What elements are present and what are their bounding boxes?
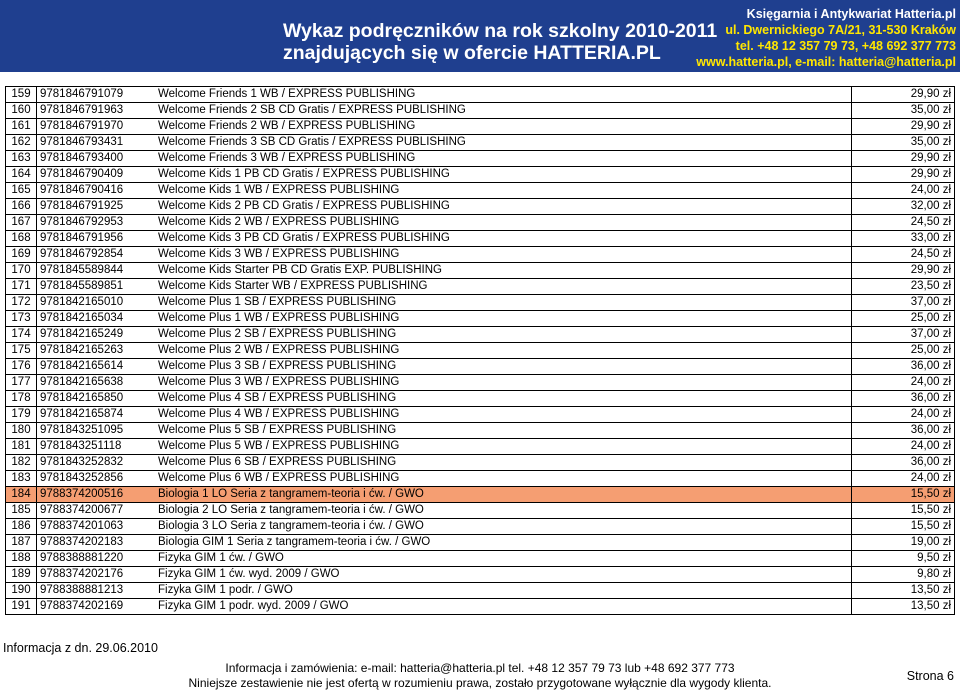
row-number: 183 [6,471,37,487]
row-isbn: 9788374200677 [37,503,156,519]
row-title: Welcome Plus 2 SB / EXPRESS PUBLISHING [155,327,852,343]
row-price: 29,90 zł [852,87,955,103]
row-isbn: 9781846793400 [37,151,156,167]
row-number: 161 [6,119,37,135]
row-isbn: 9781842165249 [37,327,156,343]
document-title [283,20,717,64]
row-isbn: 9781843252856 [37,471,156,487]
row-title: Welcome Plus 1 SB / EXPRESS PUBLISHING [155,295,852,311]
row-number: 186 [6,519,37,535]
row-price: 37,00 zł [852,327,955,343]
row-title: Welcome Friends 1 WB / EXPRESS PUBLISHING [155,87,852,103]
shop-info [696,6,956,70]
row-title: Biologia 1 LO Seria z tangramem-teoria i ćw. / GWO [155,487,852,503]
row-title: Welcome Kids 1 PB CD Gratis / EXPRESS PUBLISHING [155,167,852,183]
row-isbn: 9781846791925 [37,199,156,215]
row-price: 23,50 zł [852,279,955,295]
row-isbn: 9788374200516 [37,487,156,503]
row-number: 172 [6,295,37,311]
page-number: Strona 6 [906,669,954,683]
row-number: 168 [6,231,37,247]
row-number: 190 [6,583,37,599]
row-price: 36,00 zł [852,359,955,375]
row-title: Welcome Plus 6 WB / EXPRESS PUBLISHING [155,471,852,487]
row-number: 189 [6,567,37,583]
row-price: 9,80 zł [852,567,955,583]
row-number: 165 [6,183,37,199]
row-isbn: 9781842165850 [37,391,156,407]
row-number: 184 [6,487,37,503]
table-row [6,183,955,199]
row-price: 13,50 zł [852,599,955,615]
row-number: 159 [6,87,37,103]
table-row [6,551,955,567]
row-title: Biologia GIM 1 Seria z tangramem-teoria i ćw. / GWO [155,535,852,551]
row-isbn: 9781842165638 [37,375,156,391]
row-title: Welcome Plus 5 WB / EXPRESS PUBLISHING [155,439,852,455]
row-price: 13,50 zł [852,583,955,599]
row-price: 29,90 zł [852,119,955,135]
row-price: 25,00 zł [852,311,955,327]
table-row [6,471,955,487]
table-row [6,167,955,183]
row-number: 164 [6,167,37,183]
row-isbn: 9781842165263 [37,343,156,359]
row-price: 29,90 zł [852,263,955,279]
row-price: 35,00 zł [852,135,955,151]
row-number: 170 [6,263,37,279]
row-number: 174 [6,327,37,343]
row-isbn: 9788374201063 [37,519,156,535]
row-price: 24,00 zł [852,407,955,423]
table-row [6,87,955,103]
row-isbn: 9788374202169 [37,599,156,615]
table-row [6,215,955,231]
page-header [0,0,960,72]
row-title: Fizyka GIM 1 podr. / GWO [155,583,852,599]
row-isbn: 9788374202176 [37,567,156,583]
title-line-1: Wykaz podręczników na rok szkolny 2010-2011 [283,20,718,42]
row-price: 32,00 zł [852,199,955,215]
row-title: Welcome Plus 3 SB / EXPRESS PUBLISHING [155,359,852,375]
row-price: 24,00 zł [852,471,955,487]
row-isbn: 9781842165034 [37,311,156,327]
row-number: 160 [6,103,37,119]
row-title: Welcome Friends 3 WB / EXPRESS PUBLISHING [155,151,852,167]
row-isbn: 9781843251118 [37,439,156,455]
row-price: 29,90 zł [852,151,955,167]
shop-web: www.hatteria.pl, e-mail: hatteria@hatteria.pl [696,55,956,69]
row-title: Welcome Plus 1 WB / EXPRESS PUBLISHING [155,311,852,327]
row-price: 24,00 zł [852,439,955,455]
row-title: Welcome Friends 3 SB CD Gratis / EXPRESS PUBLISHING [155,135,852,151]
table-row [6,423,955,439]
row-title: Welcome Kids 2 PB CD Gratis / EXPRESS PUBLISHING [155,199,852,215]
footer-date: Informacja z dn. 29.06.2010 [3,641,158,655]
row-number: 187 [6,535,37,551]
table-row [6,103,955,119]
row-isbn: 9781846792854 [37,247,156,263]
row-title: Welcome Kids Starter PB CD Gratis EXP. PUBLISHING [155,263,852,279]
row-price: 25,00 zł [852,343,955,359]
row-number: 167 [6,215,37,231]
row-price: 29,90 zł [852,167,955,183]
row-number: 179 [6,407,37,423]
table-row [6,263,955,279]
row-number: 175 [6,343,37,359]
row-isbn: 9781846791963 [37,103,156,119]
row-price: 15,50 zł [852,503,955,519]
row-price: 24,00 zł [852,183,955,199]
row-number: 188 [6,551,37,567]
table-row [6,439,955,455]
row-title: Fizyka GIM 1 ćw. / GWO [155,551,852,567]
book-table [5,86,955,615]
table-row [6,135,955,151]
row-price: 19,00 zł [852,535,955,551]
row-number: 182 [6,455,37,471]
table-row [6,231,955,247]
row-isbn: 9781846791079 [37,87,156,103]
row-isbn: 9781846791956 [37,231,156,247]
row-isbn: 9781846793431 [37,135,156,151]
row-number: 191 [6,599,37,615]
row-title: Biologia 3 LO Seria z tangramem-teoria i ćw. / GWO [155,519,852,535]
table-row [6,583,955,599]
row-title: Fizyka GIM 1 ćw. wyd. 2009 / GWO [155,567,852,583]
row-number: 177 [6,375,37,391]
table-row [6,599,955,615]
footer-contact: Informacja i zamówienia: e-mail: hatteria@hatteria.pl tel. +48 12 357 79 73 lub +48 692 377 773 [225,661,735,675]
row-title: Welcome Plus 6 SB / EXPRESS PUBLISHING [155,455,852,471]
book-table-body [6,87,955,615]
table-row [6,119,955,135]
table-row [6,151,955,167]
row-price: 15,50 zł [852,519,955,535]
row-price: 24,00 zł [852,375,955,391]
row-price: 15,50 zł [852,487,955,503]
table-row [6,567,955,583]
row-price: 9,50 zł [852,551,955,567]
row-title: Welcome Plus 5 SB / EXPRESS PUBLISHING [155,423,852,439]
row-isbn: 9781846792953 [37,215,156,231]
title-line-2: znajdujących się w ofercie HATTERIA.PL [283,42,661,64]
row-price: 37,00 zł [852,295,955,311]
row-title: Welcome Plus 2 WB / EXPRESS PUBLISHING [155,343,852,359]
table-row [6,519,955,535]
table-row [6,327,955,343]
table-row [6,279,955,295]
row-title: Welcome Kids 1 WB / EXPRESS PUBLISHING [155,183,852,199]
table-row [6,455,955,471]
row-isbn: 9781845589844 [37,263,156,279]
row-isbn: 9781846790409 [37,167,156,183]
row-title: Welcome Friends 2 SB CD Gratis / EXPRESS PUBLISHING [155,103,852,119]
row-number: 163 [6,151,37,167]
row-number: 180 [6,423,37,439]
row-title: Welcome Kids 2 WB / EXPRESS PUBLISHING [155,215,852,231]
row-title: Welcome Plus 3 WB / EXPRESS PUBLISHING [155,375,852,391]
table-row [6,375,955,391]
footer-info [170,661,790,691]
table-row [6,247,955,263]
row-number: 178 [6,391,37,407]
row-number: 176 [6,359,37,375]
row-isbn: 9781842165010 [37,295,156,311]
row-title: Welcome Kids 3 PB CD Gratis / EXPRESS PUBLISHING [155,231,852,247]
row-price: 33,00 zł [852,231,955,247]
table-row [6,199,955,215]
row-isbn: 9788388881213 [37,583,156,599]
row-title: Welcome Friends 2 WB / EXPRESS PUBLISHING [155,119,852,135]
row-price: 36,00 zł [852,423,955,439]
row-price: 35,00 zł [852,103,955,119]
table-row [6,311,955,327]
table-row [6,343,955,359]
row-isbn: 9781843251095 [37,423,156,439]
shop-phone: tel. +48 12 357 79 73, +48 692 377 773 [735,39,956,53]
row-title: Biologia 2 LO Seria z tangramem-teoria i ćw. / GWO [155,503,852,519]
row-number: 169 [6,247,37,263]
table-row [6,359,955,375]
table-row [6,407,955,423]
row-price: 36,00 zł [852,455,955,471]
shop-address: ul. Dwernickiego 7A/21, 31-530 Kraków [725,23,956,37]
row-title: Welcome Plus 4 SB / EXPRESS PUBLISHING [155,391,852,407]
table-row [6,295,955,311]
row-price: 24,50 zł [852,247,955,263]
footer-disclaimer: Niniejsze zestawienie nie jest ofertą w rozumieniu prawa, zostało przygotowane wyłącznie dla wygody klienta. [188,676,772,690]
row-title: Welcome Plus 4 WB / EXPRESS PUBLISHING [155,407,852,423]
row-price: 24,50 zł [852,215,955,231]
row-title: Welcome Kids Starter WB / EXPRESS PUBLISHING [155,279,852,295]
row-isbn: 9781845589851 [37,279,156,295]
table-row [6,487,955,503]
table-row [6,503,955,519]
row-number: 181 [6,439,37,455]
row-isbn: 9788388881220 [37,551,156,567]
row-number: 185 [6,503,37,519]
row-isbn: 9781846791970 [37,119,156,135]
row-title: Welcome Kids 3 WB / EXPRESS PUBLISHING [155,247,852,263]
shop-name: Księgarnia i Antykwariat Hatteria.pl [746,7,956,21]
row-isbn: 9781842165874 [37,407,156,423]
row-number: 162 [6,135,37,151]
row-price: 36,00 zł [852,391,955,407]
row-number: 173 [6,311,37,327]
row-isbn: 9788374202183 [37,535,156,551]
table-row [6,535,955,551]
row-isbn: 9781842165614 [37,359,156,375]
row-isbn: 9781843252832 [37,455,156,471]
row-title: Fizyka GIM 1 podr. wyd. 2009 / GWO [155,599,852,615]
table-row [6,391,955,407]
row-number: 171 [6,279,37,295]
row-isbn: 9781846790416 [37,183,156,199]
row-number: 166 [6,199,37,215]
